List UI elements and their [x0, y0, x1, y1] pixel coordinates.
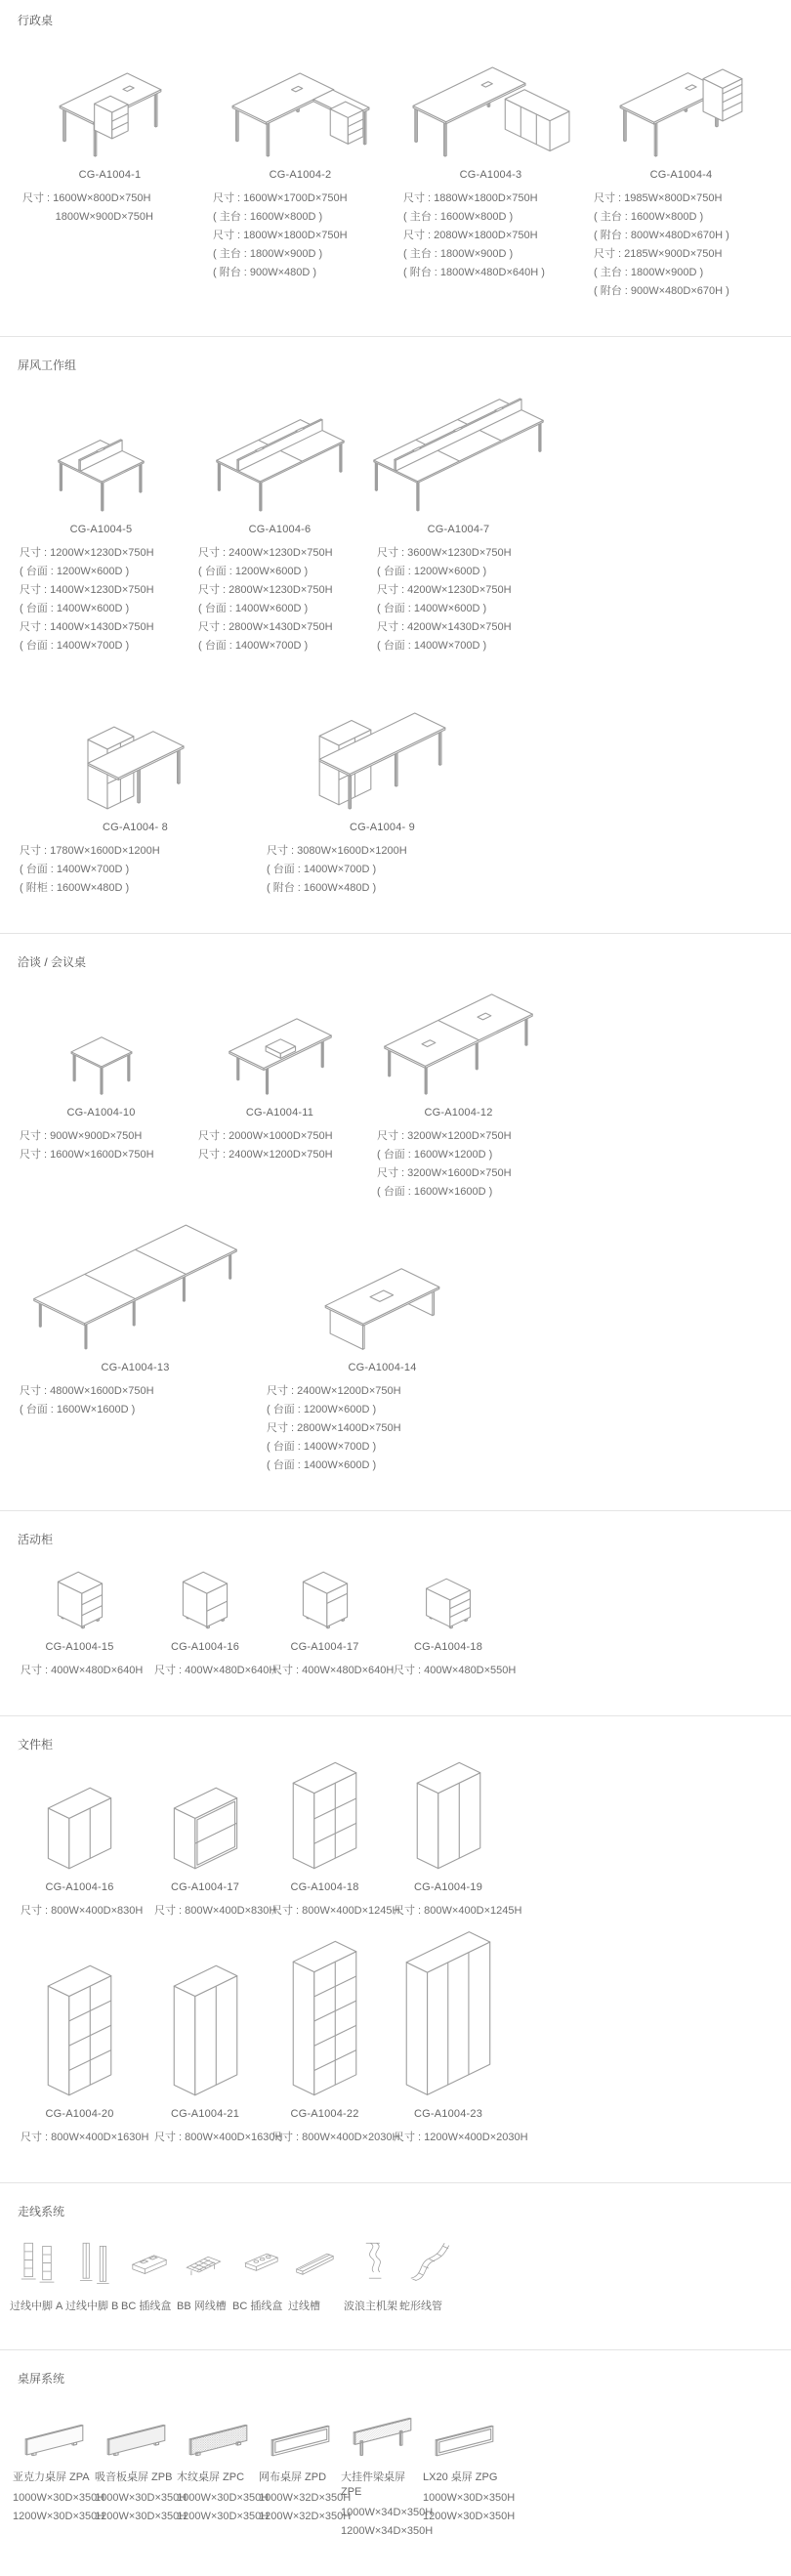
product-item — [190, 383, 369, 655]
product-code: CG-A1004-21 — [170, 2108, 240, 2120]
dim-line: 尺寸 : 1200W×400D×2030H — [394, 2132, 528, 2143]
cable-duct-drawing — [288, 2229, 344, 2286]
dim-line: ( 台面 : 1400W×600D ) — [377, 603, 487, 614]
snake-cable-tube-drawing — [399, 2229, 455, 2286]
screen-mesh-drawing — [259, 2396, 341, 2457]
section-title: 活动柜 — [18, 1533, 54, 1546]
product-code: CG-A1004-10 — [66, 1107, 136, 1119]
product-code: CG-A1004-12 — [424, 1107, 493, 1119]
product-code: CG-A1004-15 — [45, 1641, 114, 1653]
section-cable-management — [0, 2182, 791, 2349]
dim-line: 1200W×30D×350H — [13, 2511, 105, 2522]
product-dims — [369, 544, 548, 655]
product-dims — [259, 1382, 506, 1475]
dim-line: ( 台面 : 1200W×600D ) — [377, 566, 487, 577]
screen-beam-drawing — [341, 2396, 423, 2457]
product-dims — [259, 842, 506, 898]
product-item — [259, 1211, 506, 1475]
cable-mid-leg-b-drawing — [65, 2229, 121, 2286]
dim-line: ( 台面 : 1400W×600D ) — [20, 603, 130, 614]
product-label: LX20 桌屏 ZPG — [423, 2471, 498, 2483]
screen-acoustic-drawing — [95, 2396, 177, 2457]
product-item — [13, 1557, 146, 1680]
mobile-pedestal-file-drawing — [146, 1557, 264, 1629]
section-title: 文件柜 — [18, 1738, 54, 1752]
product-dims — [13, 1662, 146, 1680]
product-item — [65, 2229, 121, 2314]
dim-line: 尺寸 : 2080W×1800D×750H — [403, 230, 538, 241]
product-item — [12, 980, 190, 1202]
dim-line: 尺寸 : 3200W×1200D×750H — [377, 1130, 512, 1142]
dim-line: ( 附台 : 1600W×480D ) — [267, 882, 377, 894]
dim-line: 1200W×30D×350H — [423, 2511, 516, 2522]
dim-line: 1000W×32D×350H — [259, 2492, 352, 2504]
conference-table-2-section-drawing — [369, 980, 548, 1095]
product-item — [423, 2396, 516, 2541]
dim-line: ( 台面 : 1600W×1600D ) — [20, 1404, 136, 1415]
section-mobile-pedestals — [0, 1510, 791, 1715]
dim-line: 1000W×34D×350H — [341, 2507, 434, 2518]
product-label: 过线槽 — [288, 2301, 320, 2312]
product-code: CG-A1004-13 — [101, 1362, 170, 1373]
product-label: BC 插线盒 — [232, 2301, 283, 2312]
cabinet-mid-glass-drawing — [264, 1762, 386, 1870]
product-item — [386, 1557, 517, 1680]
product-item — [177, 2396, 270, 2541]
dim-line: 尺寸 : 1880W×1800D×750H — [403, 192, 538, 204]
dim-line: ( 附台 : 900W×480D×670H ) — [594, 285, 729, 297]
workstation-6-seats-drawing — [369, 383, 548, 512]
section-title: 行政桌 — [18, 14, 54, 27]
product-dims — [95, 2489, 187, 2526]
product-item — [146, 1557, 277, 1680]
product-dims — [396, 190, 586, 282]
product-label: 吸音板桌屏 ZPB — [95, 2471, 173, 2483]
product-item — [264, 1557, 395, 1680]
product-code: CG-A1004-7 — [427, 524, 490, 535]
dim-line: ( 主台 : 1800W×900D ) — [403, 248, 514, 260]
product-item — [259, 2396, 352, 2541]
dim-line: ( 台面 : 1200W×600D ) — [20, 566, 130, 577]
mobile-pedestal-low-drawing — [386, 1557, 511, 1629]
product-item — [13, 1930, 149, 2147]
dim-line: 尺寸 : 2400W×1230D×750H — [198, 547, 333, 559]
product-label: 过线中脚 A — [10, 2301, 63, 2312]
dim-line: 1200W×32D×350H — [259, 2511, 352, 2522]
product-code: CG-A1004-11 — [245, 1107, 314, 1119]
product-label: 过线中脚 B — [65, 2301, 119, 2312]
product-item — [121, 2229, 177, 2314]
product-code: CG-A1004-22 — [290, 2108, 359, 2120]
conference-table-3-section-drawing — [12, 1211, 259, 1350]
dim-line: 1800W×900D×750H — [22, 211, 153, 223]
product-dims — [341, 2504, 434, 2541]
product-row — [15, 38, 791, 301]
product-label: 蛇形线管 — [399, 2301, 442, 2312]
product-dims — [146, 2129, 283, 2147]
product-dims — [13, 1902, 146, 1921]
dim-line: ( 附柜 : 1600W×480D ) — [20, 882, 130, 894]
product-code: CG-A1004-19 — [413, 1881, 483, 1893]
dim-line: 尺寸 : 2400W×1200D×750H — [198, 1149, 333, 1161]
l-shaped-desk-with-side-cabinet-drawing — [396, 38, 586, 157]
product-item — [264, 1762, 400, 1921]
product-item — [586, 38, 776, 301]
product-item — [386, 1762, 522, 1921]
dim-line: 1200W×30D×350H — [177, 2511, 270, 2522]
dim-line: 尺寸 : 1400W×1230D×750H — [20, 584, 154, 596]
dim-line: ( 台面 : 1400W×700D ) — [20, 864, 130, 875]
product-dims — [13, 2489, 105, 2526]
product-label: 木纹桌屏 ZPC — [177, 2471, 245, 2483]
product-item — [13, 1762, 146, 1921]
product-item — [232, 2229, 288, 2314]
cabinet-low-doors-drawing — [13, 1762, 146, 1870]
product-code: CG-A1004-2 — [269, 169, 332, 181]
cable-tray-bb-drawing — [177, 2229, 232, 2286]
dim-line: 尺寸 : 400W×480D×550H — [394, 1665, 517, 1676]
product-dims — [369, 1127, 548, 1202]
dim-line: 尺寸 : 900W×900D×750H — [20, 1130, 143, 1142]
product-code: CG-A1004-14 — [348, 1362, 417, 1373]
product-item — [190, 980, 369, 1202]
product-row — [13, 1762, 791, 1921]
dim-line: 尺寸 : 3200W×1600D×750H — [377, 1167, 512, 1179]
product-dims — [146, 1662, 277, 1680]
screen-acrylic-drawing — [13, 2396, 95, 2457]
dim-line: ( 台面 : 1400W×700D ) — [198, 640, 309, 652]
socket-box-bc-drawing — [121, 2229, 177, 2286]
product-dims — [13, 2129, 149, 2147]
dim-line: ( 台面 : 1400W×600D ) — [267, 1459, 377, 1471]
product-row — [13, 2396, 791, 2541]
product-row — [13, 1930, 791, 2147]
dim-line: 尺寸 : 2800W×1400D×750H — [267, 1422, 401, 1434]
cabinet-low-open-drawing — [146, 1762, 264, 1870]
product-item — [95, 2396, 187, 2541]
dim-line: 尺寸 : 3080W×1600D×1200H — [267, 845, 407, 857]
product-item — [259, 665, 506, 898]
product-dims — [12, 1127, 190, 1164]
dim-line: 尺寸 : 2800W×1230D×750H — [198, 584, 333, 596]
dim-line: 尺寸 : 1800W×1800D×750H — [213, 230, 348, 241]
product-code: CG-A1004-17 — [290, 1641, 359, 1653]
square-table-drawing — [12, 980, 190, 1095]
dim-line: ( 台面 : 1400W×700D ) — [20, 640, 130, 652]
product-dims — [259, 2489, 352, 2526]
cabinet-xtall-glass-drawing — [264, 1930, 386, 2096]
product-dims — [386, 2129, 528, 2147]
product-code: CG-A1004-23 — [413, 2108, 483, 2120]
product-dims — [386, 1902, 522, 1921]
product-label: BC 插线盒 — [121, 2301, 172, 2312]
desk-with-freestanding-pedestal-drawing — [586, 38, 776, 157]
product-code: CG-A1004-4 — [649, 169, 713, 181]
product-item — [344, 2229, 399, 2314]
product-item — [288, 2229, 344, 2314]
dim-line: 尺寸 : 3600W×1230D×750H — [377, 547, 512, 559]
dim-line: ( 主台 : 1800W×900D ) — [213, 248, 323, 260]
product-code: CG-A1004-16 — [170, 1641, 240, 1653]
dim-line: 尺寸 : 1200W×1230D×750H — [20, 547, 154, 559]
dim-line: 尺寸 : 1985W×800D×750H — [594, 192, 723, 204]
product-dims — [386, 1662, 517, 1680]
product-row — [12, 383, 791, 655]
section-title: 屏风工作组 — [18, 359, 77, 372]
product-dims — [264, 2129, 400, 2147]
dim-line: ( 台面 : 1400W×700D ) — [267, 864, 377, 875]
dim-line: 尺寸 : 2800W×1430D×750H — [198, 621, 333, 633]
product-code: CG-A1004- 8 — [102, 822, 168, 833]
product-code: CG-A1004-5 — [69, 524, 133, 535]
dim-line: 尺寸 : 4200W×1430D×750H — [377, 621, 512, 633]
dim-line: 尺寸 : 400W×480D×640H — [21, 1665, 144, 1676]
product-row — [12, 980, 791, 1202]
mobile-pedestal-door-drawing — [264, 1557, 386, 1629]
product-dims — [177, 2489, 270, 2526]
dim-line: ( 台面 : 1600W×1200D ) — [377, 1149, 493, 1161]
product-code: CG-A1004-6 — [248, 524, 312, 535]
product-row — [13, 1557, 791, 1680]
product-item — [12, 383, 190, 655]
product-dims — [205, 190, 396, 282]
dim-line: 1000W×30D×350H — [177, 2492, 270, 2504]
product-item — [396, 38, 586, 301]
dim-line: ( 台面 : 1400W×700D ) — [267, 1441, 377, 1453]
dim-line: ( 附台 : 800W×480D×670H ) — [594, 230, 729, 241]
product-dims — [423, 2489, 516, 2526]
desk-with-hutch-drawing — [12, 665, 259, 810]
dim-line: ( 台面 : 1600W×1600D ) — [377, 1186, 493, 1198]
product-dims — [15, 190, 205, 227]
product-dims — [586, 190, 776, 301]
cabinet-tall-doors-drawing — [146, 1930, 264, 2096]
product-row — [12, 665, 791, 898]
section-file-cabinets — [0, 1715, 791, 2182]
dim-line: 尺寸 : 1600W×1600D×750H — [20, 1149, 154, 1161]
dim-line: ( 附台 : 900W×480D ) — [213, 267, 317, 278]
product-item — [13, 2396, 105, 2541]
dim-line: ( 主台 : 1600W×800D ) — [213, 211, 323, 223]
product-item — [399, 2229, 455, 2314]
cabinet-mid-doors-drawing — [386, 1762, 511, 1870]
cabinet-xtall-wide-drawing — [386, 1930, 511, 2096]
dim-line: ( 主台 : 1600W×800D ) — [594, 211, 704, 223]
dim-line: 1000W×30D×350H — [423, 2492, 516, 2504]
section-executive-desks — [0, 0, 791, 336]
dim-line: 尺寸 : 2400W×1200D×750H — [267, 1385, 401, 1397]
product-code: CG-A1004-17 — [170, 1881, 240, 1893]
product-item — [369, 383, 548, 655]
product-item — [10, 2229, 65, 2314]
dim-line: 尺寸 : 400W×480D×640H — [271, 1665, 395, 1676]
dim-line: 尺寸 : 800W×400D×1245H — [394, 1905, 522, 1917]
dim-line: 1200W×34D×350H — [341, 2525, 434, 2537]
product-label: BB 网线槽 — [177, 2301, 227, 2312]
product-dims — [190, 1127, 369, 1164]
product-dims — [12, 544, 190, 655]
product-code: CG-A1004-20 — [45, 2108, 114, 2120]
dim-line: ( 主台 : 1800W×900D ) — [594, 267, 704, 278]
cabinet-tall-glass-drawing — [13, 1930, 146, 2096]
dim-line: 尺寸 : 1600W×1700D×750H — [213, 192, 348, 204]
product-item — [177, 2229, 232, 2314]
product-dims — [190, 544, 369, 655]
dim-line: 1000W×30D×350H — [95, 2492, 187, 2504]
section-desk-screens — [0, 2349, 791, 2576]
cpu-hanger-wave-drawing — [344, 2229, 399, 2286]
dim-line: ( 台面 : 1400W×700D ) — [377, 640, 487, 652]
product-item — [146, 1930, 283, 2147]
dim-line: 尺寸 : 1600W×800D×750H — [22, 192, 151, 204]
product-item — [15, 38, 205, 301]
product-item — [205, 38, 396, 301]
conference-table-drawing — [190, 980, 369, 1095]
dim-line: ( 主台 : 1600W×800D ) — [403, 211, 514, 223]
product-item — [12, 665, 259, 898]
product-label: 亚克力桌屏 ZPA — [13, 2471, 90, 2483]
dim-line: 尺寸 : 2000W×1000D×750H — [198, 1130, 333, 1142]
workstation-2-seats-drawing — [12, 383, 190, 512]
product-item — [12, 1211, 259, 1475]
product-code: CG-A1004- 9 — [349, 822, 415, 833]
section-title: 走线系统 — [18, 2205, 65, 2218]
product-dims — [264, 1662, 395, 1680]
dim-line: 尺寸 : 1780W×1600D×1200H — [20, 845, 160, 857]
dim-line: ( 台面 : 1200W×600D ) — [267, 1404, 377, 1415]
dim-line: 1000W×30D×350H — [13, 2492, 105, 2504]
dim-line: 尺寸 : 800W×400D×830H — [21, 1905, 144, 1917]
product-row — [12, 1211, 791, 1475]
product-label: 大挂件梁桌屏 ZPE — [341, 2471, 405, 2498]
section-screen-workstations — [0, 336, 791, 933]
dim-line: 尺寸 : 800W×400D×1245H — [271, 1905, 400, 1917]
dim-line: 尺寸 : 800W×400D×830H — [154, 1905, 277, 1917]
product-item — [341, 2396, 434, 2541]
product-row — [10, 2229, 791, 2314]
product-label: 波浪主机架 — [344, 2301, 397, 2312]
dim-line: 尺寸 : 800W×400D×1630H — [21, 2132, 149, 2143]
dim-line: 1200W×30D×350H — [95, 2511, 187, 2522]
dim-line: 尺寸 : 800W×400D×2030H — [271, 2132, 400, 2143]
product-item — [369, 980, 548, 1202]
dim-line: ( 台面 : 1400W×600D ) — [198, 603, 309, 614]
section-title: 洽谈 / 会议桌 — [18, 955, 87, 969]
media-table-drawing — [259, 1211, 506, 1350]
section-meeting-tables — [0, 933, 791, 1510]
section-title: 桌屏系统 — [18, 2372, 65, 2386]
double-desk-with-hutch-drawing — [259, 665, 506, 810]
product-code: CG-A1004-18 — [290, 1881, 359, 1893]
dim-line: 尺寸 : 4800W×1600D×750H — [20, 1385, 154, 1397]
product-dims — [12, 842, 259, 898]
product-code: CG-A1004-1 — [78, 169, 142, 181]
dim-line: 尺寸 : 400W×480D×640H — [154, 1665, 277, 1676]
screen-lx20-drawing — [423, 2396, 505, 2457]
dim-line: ( 台面 : 1200W×600D ) — [198, 566, 309, 577]
dim-line: 尺寸 : 1400W×1430D×750H — [20, 621, 154, 633]
product-dims — [12, 1382, 259, 1419]
mobile-pedestal-3-drawer-drawing — [13, 1557, 146, 1629]
product-dims — [146, 1902, 277, 1921]
product-code: CG-A1004-16 — [45, 1881, 114, 1893]
product-code: CG-A1004-3 — [459, 169, 522, 181]
dim-line: 尺寸 : 2185W×900D×750H — [594, 248, 723, 260]
product-label: 网布桌屏 ZPD — [259, 2471, 327, 2483]
dim-line: ( 附台 : 1800W×480D×640H ) — [403, 267, 545, 278]
workstation-4-seats-drawing — [190, 383, 369, 512]
product-dims — [264, 1902, 400, 1921]
desk-with-pedestal-drawing — [15, 38, 205, 157]
product-code: CG-A1004-18 — [413, 1641, 483, 1653]
product-item — [264, 1930, 400, 2147]
dim-line: 尺寸 : 800W×400D×1630H — [154, 2132, 283, 2143]
cable-mid-leg-a-drawing — [10, 2229, 65, 2286]
product-item — [386, 1930, 528, 2147]
socket-box-bc-2-drawing — [232, 2229, 288, 2286]
dim-line: 尺寸 : 4200W×1230D×750H — [377, 584, 512, 596]
screen-wood-drawing — [177, 2396, 259, 2457]
l-shaped-desk-with-pedestal-drawing — [205, 38, 396, 157]
product-item — [146, 1762, 277, 1921]
